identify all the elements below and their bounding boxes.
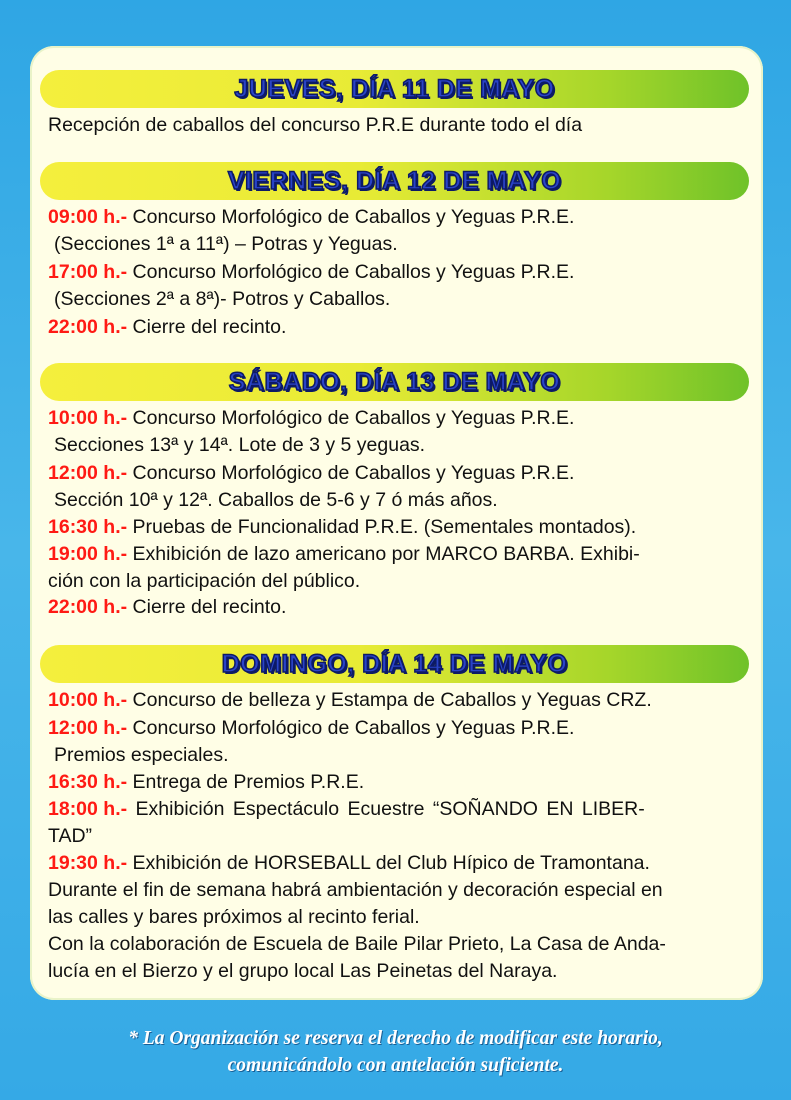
schedule-line: 10:00 h.- Concurso Morfológico de Caballos y Yeguas P.R.E.	[48, 407, 575, 429]
schedule-line: 19:00 h.- Exhibición de lazo americano por MARCO BARBA. Exhibi-	[48, 543, 640, 565]
time-label: 19:30 h.-	[48, 852, 128, 874]
footer-note-line2: comunicándolo con antelación suficiente.	[227, 1055, 564, 1076]
day-header-text: JUEVES, DÍA 11 DE MAYO	[234, 74, 555, 103]
day-header-domingo	[40, 645, 749, 683]
day-header-text: SÁBADO, DÍA 13 DE MAYO	[228, 367, 561, 396]
day-header-text: VIERNES, DÍA 12 DE MAYO	[227, 166, 562, 195]
time-label: 22:00 h.-	[48, 316, 128, 338]
schedule-line: 17:00 h.- Concurso Morfológico de Caballos y Yeguas P.R.E.	[48, 261, 575, 283]
time-label: 22:00 h.-	[48, 596, 128, 618]
day-header-text: DOMINGO, DÍA 14 DE MAYO	[221, 649, 568, 678]
schedule-line: Secciones 13ª y 14ª. Lote de 3 y 5 yeguas.	[54, 434, 426, 456]
schedule-line: TAD”	[48, 825, 93, 847]
time-label: 18:00 h.-	[48, 798, 128, 820]
schedule-line: (Secciones 1ª a 11ª) – Potras y Yeguas.	[54, 233, 398, 255]
time-label: 12:00 h.-	[48, 462, 128, 484]
schedule-line: Premios especiales.	[54, 744, 229, 766]
time-label: 16:30 h.-	[48, 771, 128, 793]
schedule-line: (Secciones 2ª a 8ª)- Potros y Caballos.	[54, 288, 391, 310]
schedule-line: ción con la participación del público.	[48, 570, 361, 592]
time-label: 10:00 h.-	[48, 407, 128, 429]
schedule-line: las calles y bares próximos al recinto ferial.	[48, 906, 420, 928]
day-header-jueves	[40, 70, 749, 108]
schedule-line: 10:00 h.- Concurso de belleza y Estampa de Caballos y Yeguas CRZ.	[48, 689, 652, 711]
schedule-line: Con la colaboración de Escuela de Baile Pilar Prieto, La Casa de Anda-	[48, 933, 666, 955]
schedule-line: Durante el fin de semana habrá ambientación y decoración especial en	[48, 879, 663, 901]
schedule-line: lucía en el Bierzo y el grupo local Las Peinetas del Naraya.	[48, 960, 558, 982]
time-label: 10:00 h.-	[48, 689, 128, 711]
footer-note-line1: * La Organización se reserva el derecho de modificar este horario,	[128, 1028, 663, 1049]
time-label: 12:00 h.-	[48, 717, 128, 739]
schedule-line: 09:00 h.- Concurso Morfológico de Caballos y Yeguas P.R.E.	[48, 206, 575, 228]
time-label: 17:00 h.-	[48, 261, 128, 283]
schedule-line: 19:30 h.- Exhibición de HORSEBALL del Club Hípico de Tramontana.	[48, 852, 650, 874]
schedule-line: 18:00 h.- Exhibición Espectáculo Ecuestre “SOÑANDO EN LIBER-	[48, 798, 645, 820]
schedule-line: Recepción de caballos del concurso P.R.E durante todo el día	[48, 114, 583, 136]
schedule-line: 22:00 h.- Cierre del recinto.	[48, 316, 287, 338]
time-label: 16:30 h.-	[48, 516, 128, 538]
schedule-line: Sección 10ª y 12ª. Caballos de 5-6 y 7 ó más años.	[54, 489, 498, 511]
schedule-line: 16:30 h.- Entrega de Premios P.R.E.	[48, 771, 365, 793]
time-label: 09:00 h.-	[48, 206, 128, 228]
schedule-line: 12:00 h.- Concurso Morfológico de Caballos y Yeguas P.R.E.	[48, 462, 575, 484]
time-label: 19:00 h.-	[48, 543, 128, 565]
schedule-line: 16:30 h.- Pruebas de Funcionalidad P.R.E. (Sementales montados).	[48, 516, 637, 538]
schedule-line: 12:00 h.- Concurso Morfológico de Caballos y Yeguas P.R.E.	[48, 717, 575, 739]
day-header-viernes	[40, 162, 749, 200]
day-header-sabado	[40, 363, 749, 401]
schedule-line: 22:00 h.- Cierre del recinto.	[48, 596, 287, 618]
